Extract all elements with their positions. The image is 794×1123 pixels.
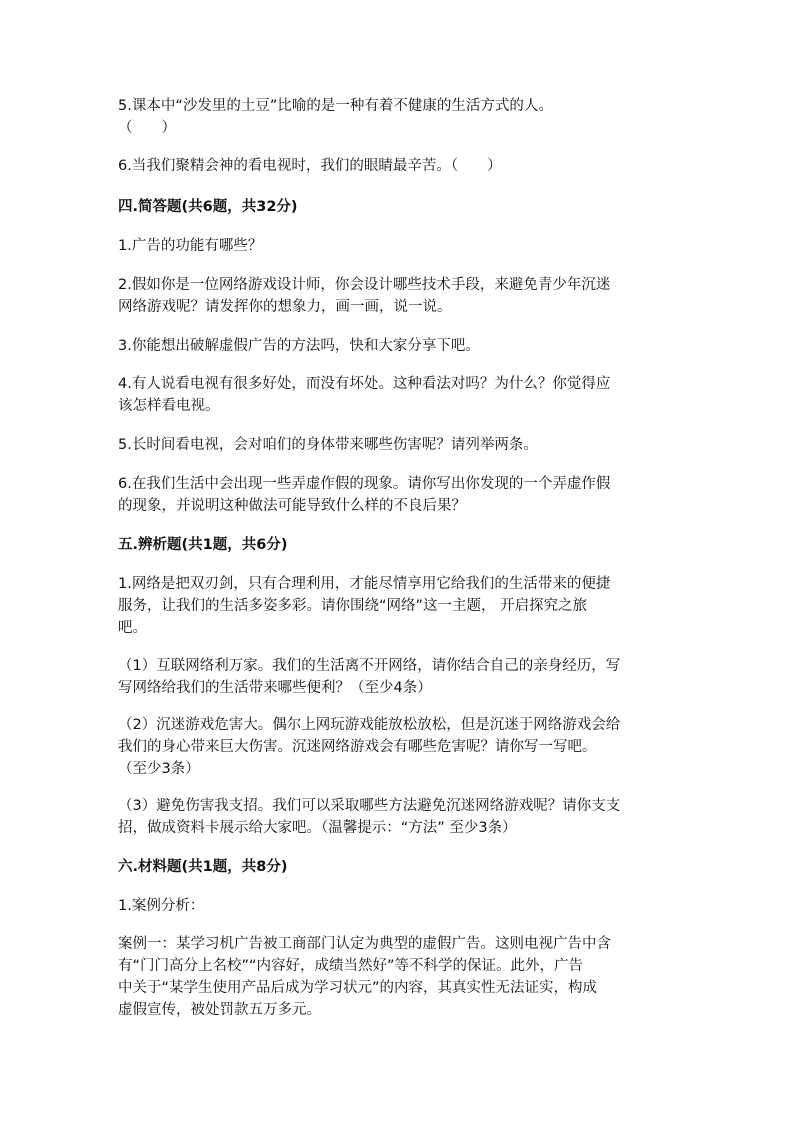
question-sa-3 (118, 335, 678, 357)
text-line: 4.有人说看电视有很多好处，而没有坏处。这种看法对吗？为什么？你觉得应 (118, 376, 611, 392)
question-tf-5 (118, 95, 678, 139)
text-line: 网络游戏呢？请发挥你的想象力，画一画，说一说。 (118, 299, 452, 315)
text-line: （2）沉迷游戏危害大。偶尔上网玩游戏能放松放松，但是沉迷于网络游戏会给 (118, 717, 621, 733)
question-sa-6 (118, 473, 678, 517)
text-line: 写网络给我们的生活带来哪些便利？（至少4条） (118, 680, 432, 696)
text-line: 该怎样看电视。 (118, 398, 220, 414)
text-line: 招，做成资料卡展示给大家吧。（温馨提示：“方法” 至少3条） (118, 820, 517, 836)
question-sa-4 (118, 373, 678, 417)
question-an-1-part-2 (118, 714, 678, 780)
question-sa-2 (118, 274, 678, 318)
text-line: 6.当我们聚精会神的看电视时，我们的眼睛最辛苦。（ ） (118, 158, 502, 174)
question-mt-1 (118, 895, 678, 917)
text-line: 吧。 (118, 620, 147, 636)
question-tf-6 (118, 155, 678, 177)
text-line: 3.你能想出破解虚假广告的方法吗，快和大家分享下吧。 (118, 338, 480, 354)
case-one-paragraph (118, 933, 678, 1021)
question-an-1-part-3 (118, 795, 678, 839)
section-title: 五.辨析题(共1题，共6分) (118, 537, 288, 553)
section-title: 四.简答题(共6题，共32分) (118, 199, 298, 215)
text-line: （1）互联网络利万家。我们的生活离不开网络，请你结合自己的亲身经历，写 (118, 658, 621, 674)
text-line: （至少3条） (118, 761, 200, 777)
text-line: 服务，让我们的生活多姿多彩。请你围绕“网络”这一主题， 开启探究之旅 (118, 598, 588, 614)
text-line: 1.网络是把双刃剑，只有合理利用，才能尽情享用它给我们的生活带来的便捷 (118, 576, 611, 592)
section-heading-short-answer (118, 196, 678, 218)
section-heading-material (118, 856, 678, 878)
question-sa-1 (118, 235, 678, 257)
text-line: 5.课本中“沙发里的土豆”比喻的是一种有着不健康的生活方式的人。 (118, 98, 553, 114)
text-line: 1.案例分析： (118, 898, 205, 914)
text-line: 的现象，并说明这种做法可能导致什么样的不良后果？ (118, 498, 466, 514)
text-line: 有“门门高分上名校”“内容好，成绩当然好”等不科学的保证。此外，广告 (118, 958, 584, 974)
section-heading-analysis (118, 534, 678, 556)
answer-bracket: （ ） (118, 120, 176, 136)
text-line: 中关于“某学生使用产品后成为学习状元”的内容，其真实性无法证实，构成 (118, 980, 598, 996)
section-title: 六.材料题(共1题，共8分) (118, 859, 288, 875)
question-an-1-part-1 (118, 655, 678, 699)
text-line: 1.广告的功能有哪些？ (118, 238, 263, 254)
text-line: 6.在我们生活中会出现一些弄虚作假的现象。请你写出你发现的一个弄虚作假 (118, 476, 611, 492)
text-line: 2.假如你是一位网络游戏设计师，你会设计哪些技术手段，来避免青少年沉迷 (118, 277, 611, 293)
text-line: 虚假宣传，被处罚款五万多元。 (118, 1002, 321, 1018)
text-line: 案例一：某学习机广告被工商部门认定为典型的虚假广告。这则电视广告中含 (118, 936, 611, 952)
text-line: 5.长时间看电视，会对咱们的身体带来哪些伤害呢？请列举两条。 (118, 437, 538, 453)
text-line: 我们的身心带来巨大伤害。沉迷网络游戏会有哪些危害呢？请你写一写吧。 (118, 739, 597, 755)
text-line: （3）避免伤害我支招。我们可以采取哪些方法避免沉迷网络游戏呢？请你支支 (118, 798, 621, 814)
question-an-1 (118, 573, 678, 639)
question-sa-5 (118, 434, 678, 456)
